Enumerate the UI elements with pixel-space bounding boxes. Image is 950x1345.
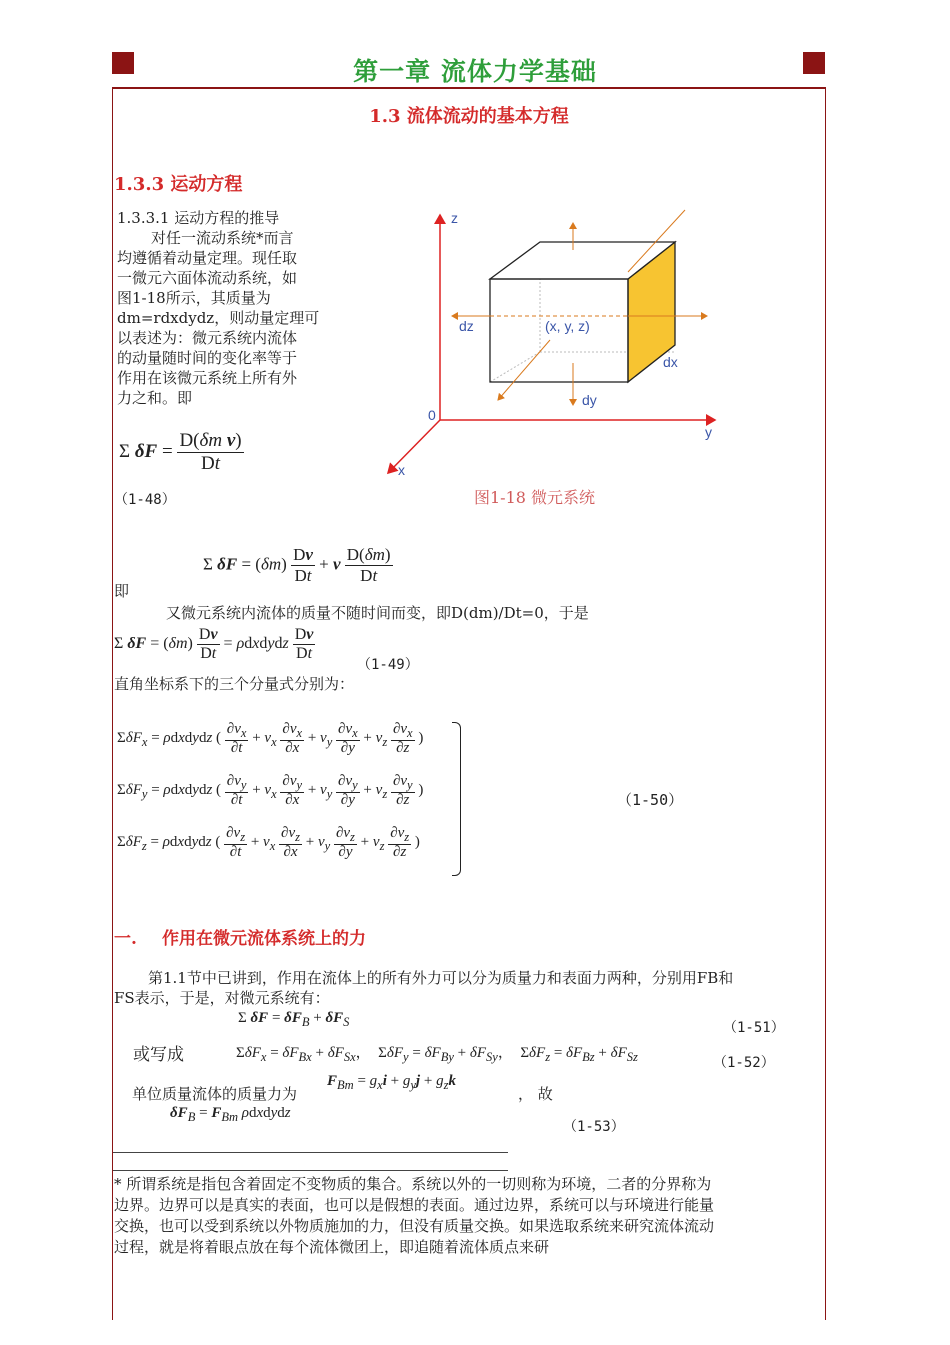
frame-left-rule xyxy=(112,89,113,1320)
equation-1-48: Σ δF = $\frac{\text{D(δm v)}}{Dt}$ xyxy=(119,430,242,474)
equation-number-1-48: （1-48） xyxy=(114,492,176,508)
components-intro: 直角坐标系下的三个分量式分别为： xyxy=(114,675,355,693)
equation-number-1-52: （1-52） xyxy=(713,1055,775,1071)
equation-number-1-49: （1-49） xyxy=(357,657,419,673)
subsection-title: 1.3.3 运动方程 xyxy=(114,174,243,195)
frame-right-rule xyxy=(825,89,826,1320)
derivation-heading: 1.3.3.1 运动方程的推导 xyxy=(117,209,280,227)
or-write-label: 或写成 xyxy=(133,1045,184,1064)
equation-number-1-53: （1-53） xyxy=(563,1119,625,1135)
therefore-text: ， 故 xyxy=(518,1085,553,1103)
footnote-line: 交换，也可以受到系统以外物质施加的力，但没有质量交换。如果选取系统来研究流体流动 xyxy=(114,1217,715,1235)
dy-label: dy xyxy=(582,392,597,408)
paragraph-line: 均遵循着动量定理。现任取 xyxy=(117,249,298,267)
equation-1-50 xyxy=(117,722,423,878)
derivation-paragraph xyxy=(117,208,337,408)
paragraph-line: 一微元六面体流动系统，如 xyxy=(117,269,298,287)
paragraph-line: 力之和。即 xyxy=(117,389,193,407)
paragraph-line: 作用在该微元系统上所有外 xyxy=(117,369,298,387)
y-axis-label: y xyxy=(705,424,712,440)
origin-label: 0 xyxy=(428,407,436,423)
chapter-title: 第一章 流体力学基础 xyxy=(353,57,597,86)
footnote-rule-2 xyxy=(113,1170,508,1171)
micro-element-figure xyxy=(380,205,720,485)
equation-expanded: Σ δF = (δm) $\frac{Dv}{Dt}$ + v $\frac{D(\delta m)}{Dt}$ xyxy=(203,545,391,585)
paragraph-line: 图1-18所示，其质量为 xyxy=(117,289,271,307)
x-axis-label: x xyxy=(398,462,405,478)
equation-1-52: $\Sigma\delta F_x = \delta F_{Bx} + \delta F_{Sx}$， $\Sigma\delta F_y = \delta F_{By} + \delta F_{Sy}$， $\Sigma\delta F_z = \delta F_{Bz} + \delta F_{Sz}$ xyxy=(236,1045,638,1064)
figure-caption: 图1-18 微元系统 xyxy=(474,488,596,507)
ji-label: 即 xyxy=(114,582,130,600)
footnote-line: * 所谓系统是指包含着固定不变物质的集合。系统以外的一切则称为环境，二者的分界称为 xyxy=(114,1175,712,1193)
equation-1-50-brace xyxy=(452,722,461,876)
dz-label: dz xyxy=(459,318,474,334)
footnote xyxy=(114,1174,826,1258)
section-title: 1.3 流体流动的基本方程 xyxy=(369,106,569,127)
forces-paragraph-line-2: FS表示，于是，对微元系统有： xyxy=(114,989,330,1007)
equation-number-1-50: （1-50） xyxy=(617,791,684,809)
unit-mass-text: 单位质量流体的质量力为 xyxy=(132,1085,298,1103)
part-one-number: 一. xyxy=(114,929,137,949)
equation-1-50-z: ΣδF$_z$ = ρdxdydz ( $\frac{\partial v_z}{\partial t}$ + $v_x$ $\frac{\partial v_z}{\partial x}$ + $v_y$ $\frac{\partial v_z}{\partial y}$ + $v_z$ $\frac{\partial v_z}{\partial z}$ ) xyxy=(117,825,420,860)
footnote-line: 边界。边界可以是真实的表面，也可以是假想的表面。通过边界，系统可以与环境进行能量 xyxy=(114,1196,715,1214)
equation-1-51: Σ $\delta F = \delta F_B + \delta F_S$ xyxy=(238,1010,350,1029)
x-axis xyxy=(388,420,440,473)
forces-paragraph-line-1: 第1.1节中已讲到，作用在流体上的所有外力可以分为质量力和表面力两种，分别用FB和 xyxy=(148,969,734,987)
paragraph-line: 以表述为：微元系统内流体 xyxy=(117,329,298,347)
equation-1-53: $\delta F_B = F_{Bm}$ ρdxdydz xyxy=(170,1105,291,1124)
paragraph-line: dm=rdxdydz，则动量定理可 xyxy=(117,309,320,327)
point-label: (x, y, z) xyxy=(545,318,590,334)
z-axis-label: z xyxy=(451,210,458,226)
dx-label: dx xyxy=(663,354,678,370)
paragraph-line: 的动量随时间的变化率等于 xyxy=(117,349,298,367)
mass-constant-text: 又微元系统内流体的质量不随时间而变，即D(dm)/Dt=0，于是 xyxy=(166,604,589,622)
equation-1-50-y: ΣδF$_y$ = ρdxdydz ( $\frac{\partial v_y}{\partial t}$ + $v_x$ $\frac{\partial v_y}{\partial x}$ + $v_y$ $\frac{\partial v_y}{\partial y}$ + $v_z$ $\frac{\partial v_y}{\partial z}$ ) xyxy=(117,773,424,808)
equation-1-49: Σ δF = (δm) $\frac{Dv}{Dt}$ = ρdxdydz $\frac{Dv}{Dt}$ xyxy=(114,626,314,662)
equation-1-50-x: ΣδF$_x$ = ρdxdydz ( $\frac{\partial v_x}{\partial t}$ + $v_x$ $\frac{\partial v_x}{\partial x}$ + $v_y$ $\frac{\partial v_x}{\partial y}$ + $v_z$ $\frac{\partial v_x}{\partial z}$ ) xyxy=(117,721,424,756)
paragraph-line: 对任一流动系统*而言 xyxy=(151,229,294,247)
footnote-rule-1 xyxy=(113,1152,508,1153)
unit-mass-force-expression: $F_{Bm} = g_xi + g_yj + g_zk$ xyxy=(327,1073,456,1092)
footnote-line: 过程，就是将着眼点放在每个流体微团上，即追随着流体质点来研 xyxy=(114,1238,550,1256)
part-one-heading: 作用在微元流体系统上的力 xyxy=(162,929,366,949)
equation-number-1-51: （1-51） xyxy=(723,1020,785,1036)
